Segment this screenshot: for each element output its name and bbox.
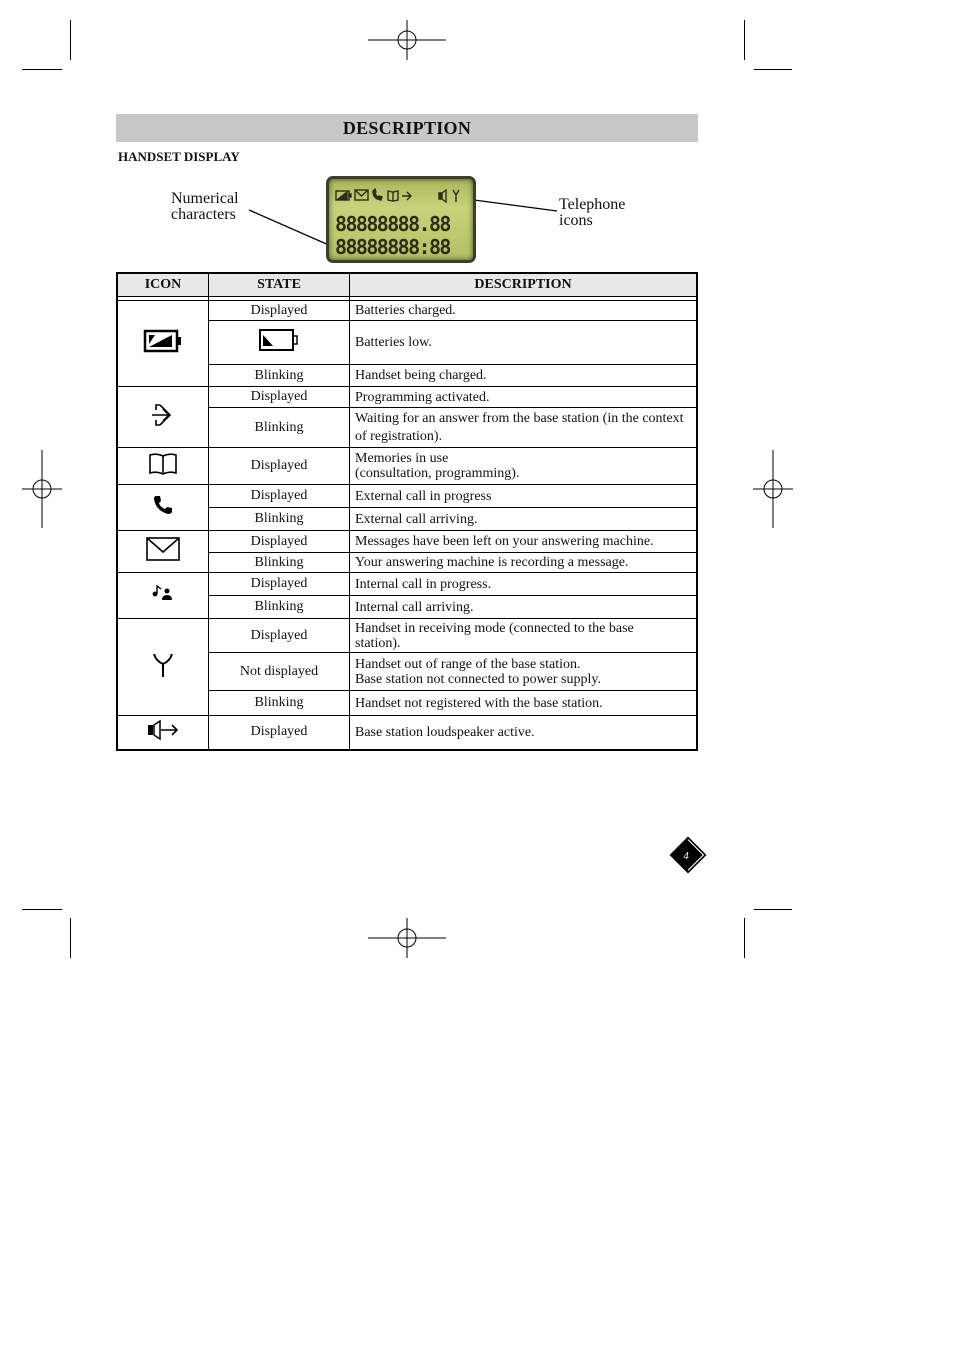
- icon-cell: [117, 531, 209, 573]
- state-cell: Not displayed: [209, 653, 350, 691]
- lcd-digits-row-2: 88888888:88: [335, 235, 450, 259]
- state-cell: Displayed: [209, 531, 350, 553]
- icon-cell: [117, 387, 209, 448]
- handset-lcd-display: [326, 176, 476, 263]
- header-state: STATE: [209, 273, 350, 297]
- description-line: Handset in receiving mode (connected to the base: [355, 620, 634, 636]
- registration-mark: [753, 450, 793, 528]
- description-cell: Batteries charged.: [350, 301, 698, 321]
- internal-call-icon: [151, 583, 175, 603]
- registration-mark: [368, 918, 446, 958]
- description-cell: Programming activated.: [350, 387, 698, 408]
- state-cell: Blinking: [209, 508, 350, 531]
- page-number: 4: [683, 849, 689, 862]
- state-cell: Displayed: [209, 387, 350, 408]
- description-cell: Internal call in progress.: [350, 573, 698, 596]
- state-cell: [209, 321, 350, 365]
- table-row: [117, 573, 697, 596]
- description-cell: [350, 619, 698, 653]
- state-cell: Displayed: [209, 573, 350, 596]
- description-cell: Base station loudspeaker active.: [350, 716, 698, 750]
- description-cell: Batteries low.: [350, 321, 698, 365]
- registration-mark: [22, 450, 62, 528]
- phone-icon: [151, 493, 175, 517]
- callout-line: Numerical: [171, 190, 239, 207]
- crop-mark: [744, 918, 745, 958]
- callout-line: Telephone: [559, 196, 626, 213]
- section-title: DESCRIPTION: [116, 114, 698, 142]
- state-cell: Displayed: [209, 485, 350, 508]
- table-header-row: [117, 273, 697, 297]
- state-cell: Displayed: [209, 301, 350, 321]
- icon-cell: [117, 301, 209, 387]
- book-icon: [148, 452, 178, 476]
- description-cell: [350, 653, 698, 691]
- description-cell: External call arriving.: [350, 508, 698, 531]
- subheading: HANDSET DISPLAY: [118, 149, 240, 164]
- callout-line: icons: [559, 212, 593, 229]
- crop-mark: [22, 909, 62, 910]
- battery-icon: [143, 328, 183, 354]
- table-row: [117, 716, 697, 750]
- icon-state-table: [116, 272, 698, 751]
- description-line: Memories in use: [355, 451, 449, 466]
- icon-cell: [117, 619, 209, 716]
- description-cell: Internal call arriving.: [350, 596, 698, 619]
- state-cell: Blinking: [209, 596, 350, 619]
- description-line: station).: [355, 635, 401, 651]
- table-row: [117, 301, 697, 321]
- lcd-digits-row-1: 88888888.88: [335, 212, 450, 236]
- description-cell: External call in progress: [350, 485, 698, 508]
- description-cell: Waiting for an answer from the base station (in the context of registration).: [350, 408, 698, 448]
- antenna-icon: [150, 651, 176, 679]
- table-row: [117, 485, 697, 508]
- header-icon: ICON: [117, 273, 209, 297]
- state-cell: Blinking: [209, 408, 350, 448]
- description-line: (consultation, programming).: [355, 466, 520, 481]
- description-cell: [350, 448, 698, 485]
- programming-arrow-icon: [148, 401, 178, 429]
- state-cell: Blinking: [209, 365, 350, 387]
- loudspeaker-icon: [146, 719, 180, 741]
- icon-cell: [117, 448, 209, 485]
- table-row: [117, 531, 697, 553]
- state-cell: Displayed: [209, 619, 350, 653]
- icon-cell: [117, 573, 209, 619]
- description-cell: Your answering machine is recording a message.: [350, 553, 698, 573]
- crop-mark: [754, 909, 792, 910]
- table-row: [117, 448, 697, 485]
- description-cell: Messages have been left on your answering machine.: [350, 531, 698, 553]
- icon-cell: [117, 485, 209, 531]
- description-cell: Handset being charged.: [350, 365, 698, 387]
- table-row: [117, 619, 697, 653]
- state-cell: Displayed: [209, 448, 350, 485]
- header-description: DESCRIPTION: [350, 273, 698, 297]
- callout-leader-lines: [0, 0, 954, 300]
- state-cell: Displayed: [209, 716, 350, 750]
- page-number-badge: [668, 835, 708, 875]
- envelope-icon: [145, 535, 181, 563]
- crop-mark: [70, 918, 71, 958]
- state-cell: Blinking: [209, 691, 350, 716]
- description-line: Base station not connected to power supply.: [355, 671, 601, 687]
- icon-cell: [117, 716, 209, 750]
- state-cell: Blinking: [209, 553, 350, 573]
- battery-low-icon: [258, 327, 300, 353]
- lcd-icon-row: [335, 188, 469, 204]
- description-line: Handset out of range of the base station.: [355, 656, 581, 672]
- description-cell: Handset not registered with the base station.: [350, 691, 698, 716]
- table-row: [117, 387, 697, 408]
- callout-line: characters: [171, 206, 236, 223]
